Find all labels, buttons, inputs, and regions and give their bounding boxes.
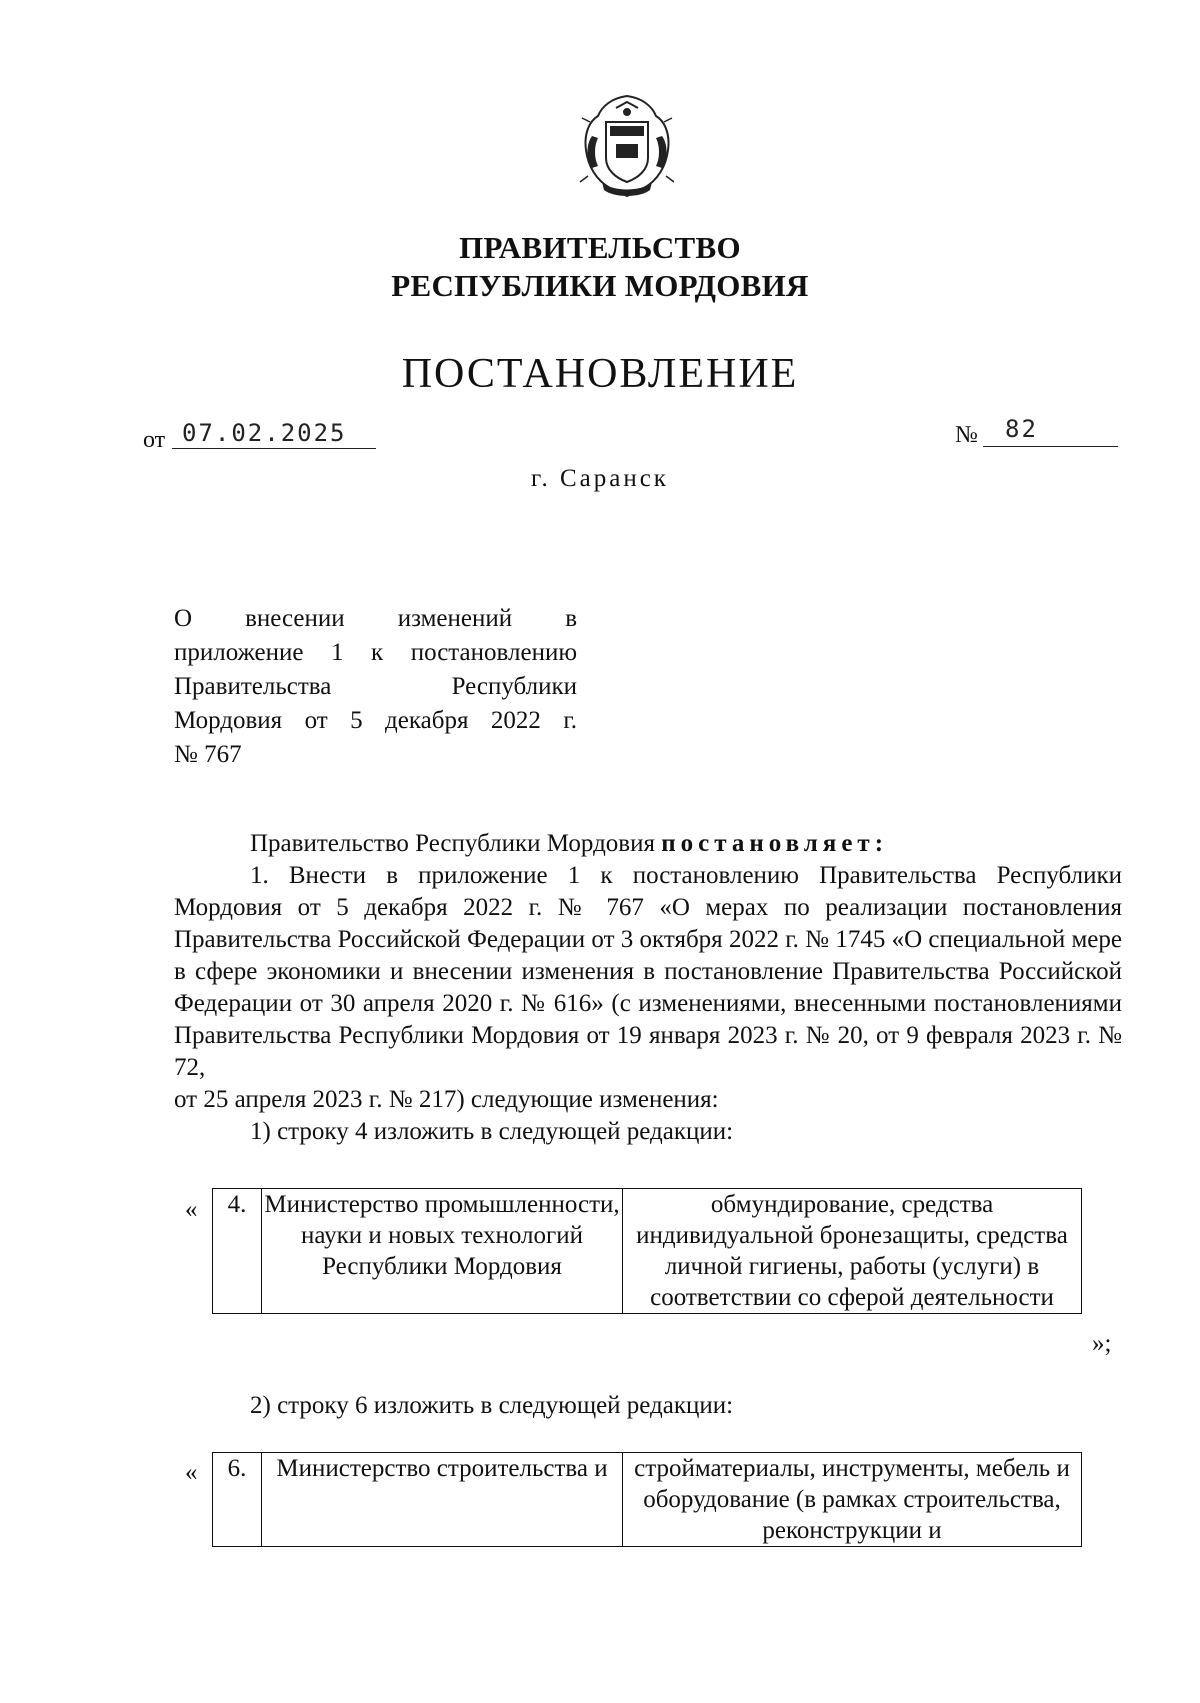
subitem-2: 2) строку 6 изложить в следующей редакции: [250, 1392, 734, 1419]
document-type-title: ПОСТАНОВЛЕНИЕ [401, 351, 799, 397]
intro-paragraph [174, 828, 1122, 860]
table-row-4 [212, 1188, 1082, 1314]
table-row [213, 1189, 1082, 1314]
number-underline [983, 420, 1118, 447]
subject-line: Правительства Республики [174, 673, 577, 700]
city-name: г. Саранск [531, 465, 669, 492]
organization-title-line-1: ПРАВИТЕЛЬСТВО [459, 230, 741, 265]
subject-line: О внесении изменений в [174, 605, 577, 632]
item-1-last-line: от 25 апреля 2023 г. № 217) следующие изменения: [174, 1086, 719, 1113]
subitem-1: 1) строку 4 изложить в следующей редакции: [250, 1118, 734, 1145]
document-body [174, 828, 1122, 1148]
subject-line: № 767 [174, 741, 242, 768]
item-1-text: 1. Внести в приложение 1 к постановлению Правительства Республики Мордовия от 5 декабря 2022 г. № 767 «О мерах по реализации постановления Правительства Российской Федерации от 3 октября 2022 г. № 1745 «О специальной мере в сфере экономики и внесении изменения в постановление Правительства Российской Федерации от 30 апреля 2020 г. № 616» (с изменениями, внесенными постановлениями Правительства Республики Мордовия от 19 января 2023 г. № 20, от 9 февраля 2023 г. № 72, [174, 862, 1122, 1081]
table-2-open-quote: « [185, 1459, 198, 1486]
date-prefix: от [143, 427, 166, 453]
row-number-cell: 4. [213, 1189, 262, 1314]
subject-line: Мордовия от 5 декабря 2022 г. [174, 707, 577, 734]
document-subject [174, 602, 577, 772]
item-1-paragraph [174, 860, 1122, 1084]
intro-text: Правительство Республики Мордовия [250, 830, 662, 857]
organization-title-line-2: РЕСПУБЛИКИ МОРДОВИЯ [391, 268, 809, 303]
coat-of-arms-emblem [572, 92, 682, 204]
table-1-close-quote: »; [1092, 1330, 1112, 1357]
row-number-cell: 6. [213, 1453, 262, 1547]
table-row-6 [212, 1452, 1082, 1547]
organization-cell: Министерство строительства и [262, 1453, 623, 1547]
table-row [213, 1453, 1082, 1547]
number-prefix: № [955, 422, 978, 448]
goods-cell: обмундирование, средства индивидуальной бронезащиты, средства личной гигиены, работы (услуги) в соответствии со сферой деятельности [623, 1189, 1082, 1314]
subject-line: приложение 1 к постановлению [174, 639, 577, 666]
table-1-open-quote: « [185, 1196, 198, 1223]
document-number: 82 [1005, 415, 1038, 443]
resolves-keyword: постановляет: [661, 830, 889, 857]
organization-cell: Министерство промышленности, науки и новых технологий Республики Мордовия [262, 1189, 623, 1314]
goods-cell: стройматериалы, инструменты, мебель и оборудование (в рамках строительства, реконструкции и [623, 1453, 1082, 1547]
document-date: 07.02.2025 [182, 419, 347, 447]
